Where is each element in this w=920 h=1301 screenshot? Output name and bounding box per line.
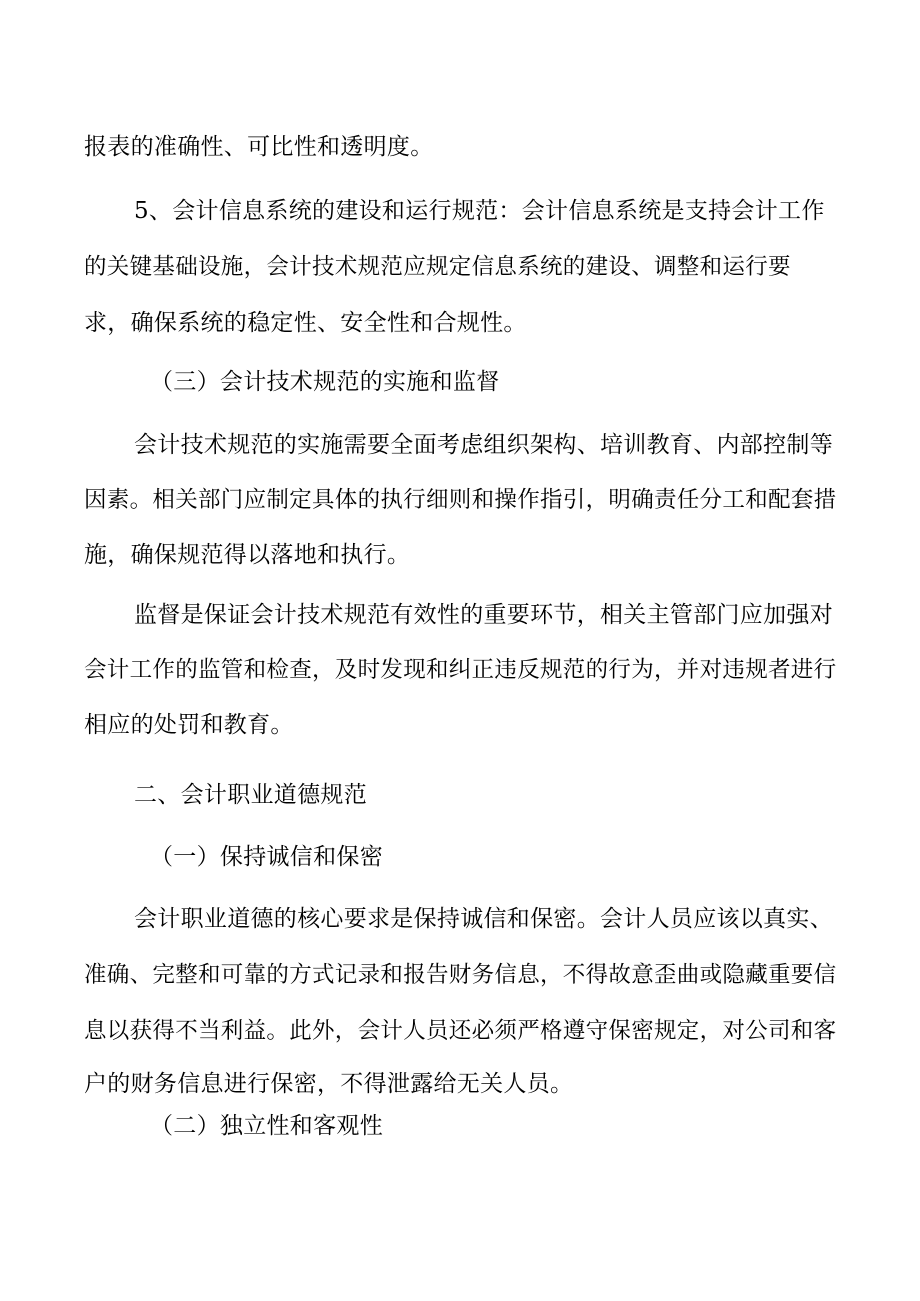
paragraph-implementation-line-2: 因素。相关部门应制定具体的执行细则和操作指引，明确责任分工和配套措 [84,487,837,513]
paragraph-integrity-line-3: 息以获得不当利益。此外，会计人员还必须严格遵守保密规定，对公司和客 [84,1018,837,1044]
paragraph-supervision-line-2: 会计工作的监管和检查，及时发现和纠正违反规范的行为，并对违规者进行 [84,657,837,683]
paragraph-item5-line-3: 求，确保系统的稳定性、安全性和合规性。 [84,310,527,336]
paragraph-supervision-line-1: 监督是保证会计技术规范有效性的重要环节，相关主管部门应加强对 [134,602,833,628]
paragraph-implementation-line-3: 施，确保规范得以落地和执行。 [84,542,411,568]
section-heading-professional-ethics: 二、会计职业道德规范 [134,782,367,808]
paragraph-supervision-line-3: 相应的处罚和教育。 [84,712,294,738]
paragraph-item5-line-2: 的关键基础设施，会计技术规范应规定信息系统的建设、调整和运行要 [84,254,791,280]
paragraph-implementation-line-1: 会计技术规范的实施需要全面考虑组织架构、培训教育、内部控制等 [134,432,833,458]
heading-independence-objectivity: （二）独立性和客观性 [150,1113,383,1139]
paragraph-continuation-line: 报表的准确性、可比性和透明度。 [84,134,434,160]
heading-integrity-confidentiality: （一）保持诚信和保密 [150,844,383,870]
paragraph-integrity-line-4: 户的财务信息进行保密，不得泄露给无关人员。 [84,1071,574,1097]
paragraph-integrity-line-2: 准确、完整和可靠的方式记录和报告财务信息，不得故意歪曲或隐藏重要信 [84,962,837,988]
paragraph-item5-line-1: 5、会计信息系统的建设和运行规范：会计信息系统是支持会计工作 [134,198,825,224]
heading-implementation-supervision: （三）会计技术规范的实施和监督 [150,369,500,395]
paragraph-integrity-line-1: 会计职业道德的核心要求是保持诚信和保密。会计人员应该以真实、 [134,906,833,932]
